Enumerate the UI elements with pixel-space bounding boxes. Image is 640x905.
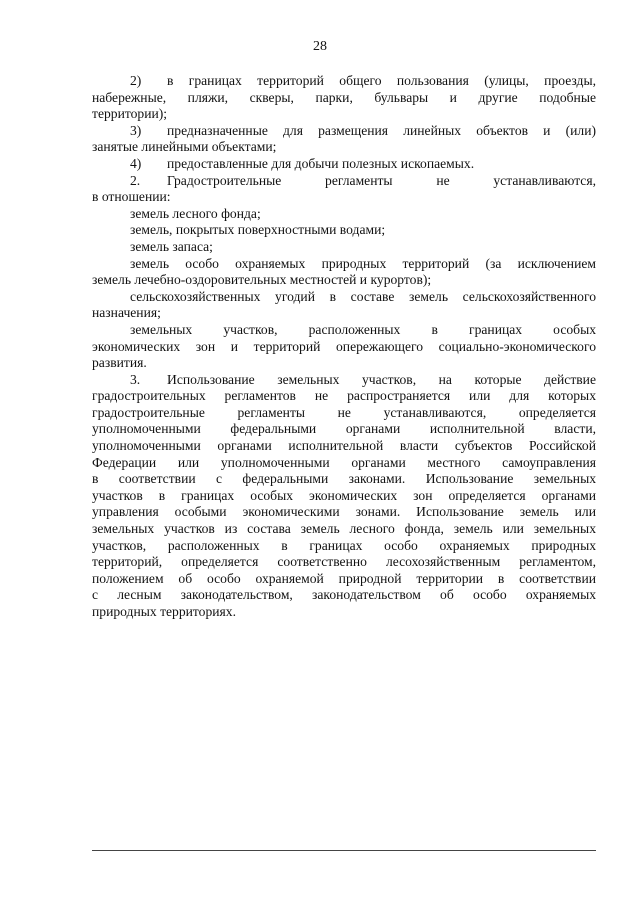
item-number: 3) [130, 122, 142, 138]
text-line: земель особо охраняемых природных территорий (за исключением [130, 255, 596, 271]
text-line: градостроительные регламенты не устанавливаются, определяется [92, 404, 596, 420]
text-line: с лесным законодательством, законодательством об особо охраняемых [92, 587, 596, 603]
list-item [92, 73, 596, 90]
text-line: земель, покрытых поверхностными водами; [130, 222, 386, 238]
text-line: территории); [92, 106, 168, 122]
text-line: участков в границах особых экономических зон определяется органами [92, 487, 596, 503]
text-line: земель запаса; [130, 238, 213, 254]
text-line: набережные, пляжи, скверы, парки, бульвары и другие подобные [92, 89, 596, 105]
text-line: управления особыми экономическими зонами. Использование земель или [92, 504, 596, 520]
text-line: занятые линейными объектами; [92, 139, 277, 155]
text-line: назначения; [92, 305, 161, 321]
text-line: земель лечебно-оздоровительных местностей и курортов); [92, 272, 432, 288]
item-number: 4) [130, 155, 142, 171]
item-number: 2) [130, 73, 142, 88]
text-line: территорий, определяется соответственно лесохозяйственным регламентом, [92, 554, 596, 570]
text-line: градостроительных регламентов не распространяется или для которых [92, 388, 596, 404]
list-item [92, 156, 596, 173]
section-heading-line [92, 372, 596, 389]
section-number: 2. [130, 172, 141, 188]
item-text: предназначенные для размещения линейных объектов и (или) [167, 122, 596, 138]
text-line: уполномоченными федеральными органами исполнительной власти, [92, 421, 596, 437]
section-number: 3. [130, 371, 141, 387]
document-body [92, 73, 596, 621]
text-line: развития. [92, 355, 147, 371]
item-text: предоставленные для добычи полезных ископаемых. [167, 155, 475, 171]
text-line: в отношении: [92, 189, 171, 205]
footer-divider [92, 850, 596, 851]
section-text: Использование земельных участков, на которые действие [167, 371, 596, 387]
text-line: земельных участков из состава земель лесного фонда, земель или земельных [92, 521, 596, 537]
text-line: участков, расположенных в границах особо охраняемых природных [92, 537, 596, 553]
text-line: сельскохозяйственных угодий в составе земель сельскохозяйственного [130, 288, 596, 304]
page-number: 28 [313, 39, 327, 54]
text-line: положением об особо охраняемой природной территории в соответствии [92, 570, 596, 586]
text-line: уполномоченными органами исполнительной власти субъектов Российской [92, 438, 596, 454]
text-line: в соответствии с федеральными законами. Использование земельных [92, 471, 596, 487]
section-text: Градостроительные регламенты не устанавливаются, [167, 172, 596, 188]
item-text: в границах территорий общего пользования (улицы, проезды, [167, 73, 596, 88]
text-line: природных территориях. [92, 604, 236, 619]
text-line: экономических зон и территорий опережающего социально-экономического [92, 338, 596, 354]
list-item [92, 123, 596, 140]
text-line: Федерации или уполномоченными органами местного самоуправления [92, 454, 596, 470]
section-heading-line [92, 173, 596, 190]
text-line: земель лесного фонда; [130, 205, 261, 221]
text-line: земельных участков, расположенных в границах особых [130, 321, 596, 337]
